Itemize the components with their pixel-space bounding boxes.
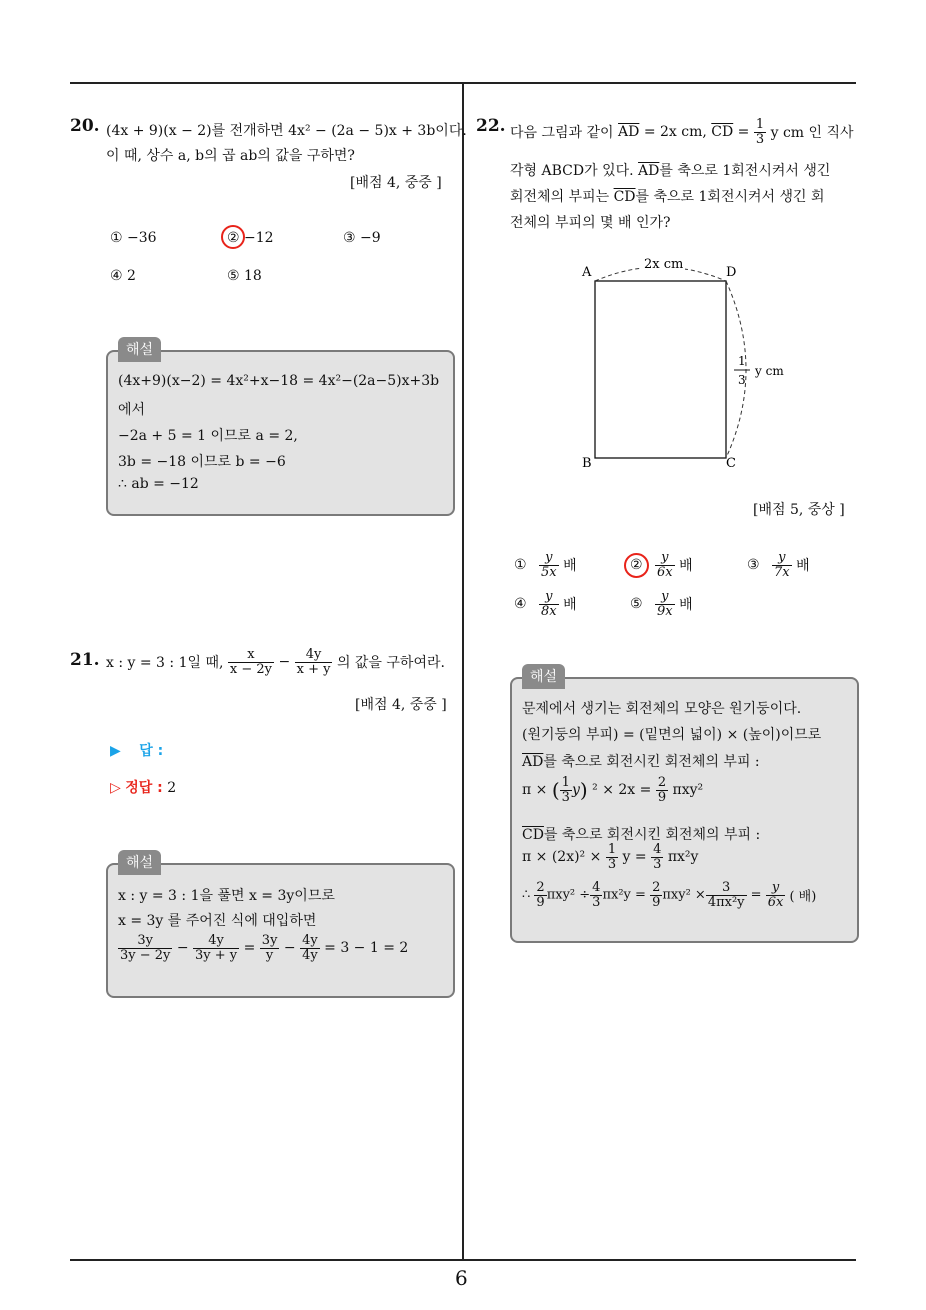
q20-choice-4[interactable]: ④ 2 bbox=[110, 268, 136, 284]
frac-num: 2 bbox=[536, 880, 545, 895]
frac-den: 3 bbox=[561, 789, 570, 805]
q21-prefix: x : y = 3 : 1일 때, bbox=[106, 655, 224, 672]
q21-sol-frac-1 bbox=[118, 934, 172, 962]
sol-text: ( 배) bbox=[789, 889, 817, 905]
q20-solution-line-4: 3b = −18 이므로 b = −6 bbox=[118, 454, 286, 470]
q22-solution-line-6 bbox=[522, 843, 698, 871]
answer-arrow-icon: ▶ bbox=[110, 743, 121, 759]
frac-den: 6x bbox=[657, 564, 673, 580]
segment-ad: $\overline{AD}$ bbox=[522, 754, 544, 770]
frac-num: 2 bbox=[657, 775, 667, 790]
rectangle-abcd bbox=[595, 281, 726, 458]
sol-text: ² × 2x = bbox=[592, 782, 652, 799]
vertex-b-label: B bbox=[582, 456, 592, 471]
q20-solution-line-1: (4x+9)(x−2) = 4x²+x−18 = 4x²−(2a−5)x+3b bbox=[118, 373, 440, 389]
q22-text: = bbox=[737, 124, 750, 141]
frac-den: 3 bbox=[592, 894, 601, 910]
q22-solution-line-4 bbox=[522, 776, 703, 804]
sol-text: πxy² × bbox=[662, 887, 706, 903]
frac-num: 2 bbox=[652, 880, 661, 895]
bottom-rule bbox=[70, 1259, 856, 1261]
frac-den: 9x bbox=[657, 603, 673, 619]
q21-sol-frac-2 bbox=[193, 934, 239, 962]
question-20-number: 20. bbox=[70, 116, 100, 136]
sol-frac-num: 4y bbox=[208, 933, 224, 948]
frac-den: 3 bbox=[755, 131, 765, 147]
frac-den: 7x bbox=[774, 564, 790, 580]
column-divider bbox=[462, 84, 464, 1260]
segment-cd: $\overline{CD}$ bbox=[711, 124, 734, 141]
sol-text: y = bbox=[622, 849, 647, 866]
q21-answer-label: 답 : bbox=[139, 743, 164, 759]
q22-frac-one-third bbox=[754, 118, 766, 146]
q22-text: 다음 그림과 같이 bbox=[510, 125, 614, 142]
sol-text: π × bbox=[522, 782, 548, 799]
sol-tail: = 3 − 1 = 2 bbox=[324, 940, 409, 957]
q21-solution-line-2: x = 3y 를 주어진 식에 대입하면 bbox=[118, 913, 317, 929]
sol-frac bbox=[766, 881, 786, 909]
segment-cd: $\overline{CD}$ bbox=[522, 827, 544, 843]
choice-unit: 배 bbox=[796, 558, 810, 575]
frac-num: 1 bbox=[607, 842, 617, 857]
q22-solution-line-1: 문제에서 생기는 회전체의 모양은 원기둥이다. bbox=[522, 701, 802, 717]
sol-frac bbox=[560, 776, 572, 804]
sol-frac-den: 4y bbox=[302, 947, 318, 963]
frac-num: 3 bbox=[722, 880, 731, 895]
question-20-score: [배점 4, 중중 ] bbox=[350, 175, 442, 191]
q22-choice-5[interactable] bbox=[630, 590, 693, 618]
frac-num: y bbox=[661, 589, 669, 604]
choice-mark: ① bbox=[514, 557, 527, 574]
segment-ad: $\overline{AD}$ bbox=[638, 163, 660, 179]
q20-solution-tag: 해설 bbox=[118, 337, 161, 362]
sol-frac bbox=[706, 881, 747, 909]
q20-selected-circle bbox=[221, 225, 245, 249]
choice-unit: 배 bbox=[563, 597, 577, 614]
q20-choice-5[interactable]: ⑤ 18 bbox=[227, 268, 262, 284]
paren-open: ( bbox=[551, 778, 560, 803]
sol-text: πxy² bbox=[672, 782, 704, 799]
q22-choice-3[interactable] bbox=[747, 551, 810, 579]
q22-text: 각형 ABCD가 있다. bbox=[510, 163, 634, 179]
q21-suffix: 의 값을 구하여라. bbox=[336, 655, 445, 672]
q21-solution-tag: 해설 bbox=[118, 850, 161, 875]
sol-text: y bbox=[571, 782, 580, 799]
question-22-line-4: 전체의 부피의 몇 배 인가? bbox=[510, 215, 671, 231]
q21-solution-line-1: x : y = 3 : 1을 풀면 x = 3y이므로 bbox=[118, 888, 335, 904]
q21-frac1-den: x − 2y bbox=[229, 661, 272, 677]
question-21-prompt bbox=[106, 648, 445, 676]
q22-solution-line-7 bbox=[522, 881, 816, 909]
q21-correct-value: 2 bbox=[167, 780, 177, 796]
q22-text: 를 축으로 1회전시켜서 생긴 회 bbox=[635, 189, 825, 205]
q22-choice-4[interactable] bbox=[514, 590, 577, 618]
frac-num: 1 bbox=[755, 117, 765, 132]
frac-den: 3 bbox=[607, 856, 617, 872]
q21-solution-equation bbox=[118, 934, 408, 962]
paren-close: ) bbox=[579, 778, 588, 803]
q21-answer-row bbox=[110, 740, 163, 760]
question-21-number: 21. bbox=[70, 650, 100, 670]
sol-op: − bbox=[176, 940, 189, 957]
page-number: 6 bbox=[455, 1266, 468, 1290]
top-length-label: 2x cm bbox=[644, 257, 684, 272]
segment-ad: $\overline{AD}$ bbox=[618, 124, 640, 141]
vertex-a-label: A bbox=[582, 265, 592, 280]
choice-frac bbox=[655, 590, 675, 618]
q21-sol-frac-4 bbox=[300, 934, 320, 962]
q22-solution-tag: 해설 bbox=[522, 664, 565, 689]
segment-cd: $\overline{CD}$ bbox=[613, 189, 636, 205]
q22-solution-line-2: (원기둥의 부피) = (밑면의 넓이) × (높이)이므로 bbox=[522, 727, 822, 743]
q22-selected-circle bbox=[624, 553, 649, 578]
sol-text: πx²y bbox=[667, 849, 699, 866]
choice-frac bbox=[772, 551, 792, 579]
choice-unit: 배 bbox=[679, 558, 693, 575]
sol-frac bbox=[656, 776, 668, 804]
choice-mark: ② bbox=[630, 557, 643, 574]
q22-text: y cm 인 직사 bbox=[770, 125, 854, 142]
frac-den: 8x bbox=[541, 603, 557, 619]
side-length-unit: y cm bbox=[755, 364, 784, 378]
q21-correct-label: 정답 : bbox=[125, 780, 163, 796]
frac-num: y bbox=[771, 880, 780, 895]
q22-solution-line-5 bbox=[522, 824, 760, 844]
sol-text: 를 축으로 회전시킨 회전체의 부피 : bbox=[543, 754, 760, 770]
sol-frac bbox=[534, 881, 546, 909]
q20-solution-line-2: 에서 bbox=[118, 402, 146, 418]
q21-fraction-2 bbox=[295, 648, 333, 676]
choice-frac bbox=[539, 551, 559, 579]
q22-text: 를 축으로 1회전시켜서 생긴 bbox=[659, 163, 831, 179]
sol-frac bbox=[590, 881, 602, 909]
q21-solution-box bbox=[106, 863, 455, 998]
sol-text: π × (2x)² × bbox=[522, 849, 602, 866]
q20-solution-line-3: −2a + 5 = 1 이므로 a = 2, bbox=[118, 428, 298, 444]
q22-text: = 2x cm, bbox=[643, 124, 707, 141]
sol-frac-num: 4y bbox=[302, 933, 318, 948]
sol-text: πx²y = bbox=[602, 887, 646, 903]
sol-text: = bbox=[750, 887, 762, 903]
frac-num: y bbox=[661, 550, 669, 565]
q22-solution-line-3 bbox=[522, 751, 760, 771]
choice-mark: ⑤ bbox=[630, 596, 643, 613]
therefore-icon: ∴ bbox=[522, 887, 531, 903]
side-frac-num: 1 bbox=[738, 354, 746, 368]
frac-den: 4πx²y bbox=[707, 894, 745, 910]
choice-mark: ③ bbox=[747, 557, 760, 574]
q22-choice-1[interactable] bbox=[514, 551, 577, 579]
frac-den: 9 bbox=[652, 894, 661, 910]
q21-correct-row bbox=[110, 777, 176, 797]
correct-arrow-icon: ▷ bbox=[110, 780, 121, 796]
q20-choice-3[interactable]: ③ −9 bbox=[343, 230, 381, 246]
frac-num: y bbox=[545, 589, 553, 604]
sol-text: πxy² ÷ bbox=[546, 887, 591, 903]
frac-num: 4 bbox=[592, 880, 601, 895]
sol-frac-den: y bbox=[260, 948, 280, 963]
q20-solution-line-5: ∴ ab = −12 bbox=[118, 476, 199, 492]
frac-num: y bbox=[545, 550, 553, 565]
frac-den: 9 bbox=[536, 894, 545, 910]
frac-den: 6x bbox=[767, 894, 784, 910]
q22-text: 회전체의 부피는 bbox=[510, 189, 610, 205]
frac-den: 5x bbox=[541, 564, 557, 580]
q20-choice-1[interactable]: ① −36 bbox=[110, 230, 157, 246]
choice-unit: 배 bbox=[563, 558, 577, 575]
frac-num: y bbox=[778, 550, 786, 565]
sol-text: 를 축으로 회전시킨 회전체의 부피 : bbox=[543, 827, 761, 843]
sol-frac bbox=[650, 881, 662, 909]
frac-den: 3 bbox=[653, 856, 662, 872]
question-22-score: [배점 5, 중상 ] bbox=[753, 502, 845, 518]
vertex-d-label: D bbox=[726, 265, 737, 280]
sol-frac-num: 3y bbox=[261, 933, 278, 948]
sol-frac-num: 3y bbox=[137, 933, 153, 948]
question-21-score: [배점 4, 중중 ] bbox=[355, 697, 447, 713]
q21-frac2-num: 4y bbox=[305, 647, 322, 662]
question-22-number: 22. bbox=[476, 116, 506, 136]
q21-fraction-1 bbox=[228, 648, 274, 676]
q21-sol-frac-3 bbox=[260, 934, 280, 962]
choice-unit: 배 bbox=[679, 597, 693, 614]
question-20-line-2: 이 때, 상수 a, b의 곱 ab의 값을 구하면? bbox=[106, 148, 355, 164]
rectangle-abcd-figure bbox=[578, 255, 818, 475]
q21-frac1-num: x bbox=[247, 647, 255, 662]
frac-num: 4 bbox=[653, 842, 662, 857]
choice-mark: ④ bbox=[514, 596, 527, 613]
sol-frac-den: 3y − 2y bbox=[120, 947, 171, 963]
sol-op: − bbox=[283, 940, 296, 957]
choice-frac bbox=[539, 590, 559, 618]
sol-frac bbox=[651, 843, 663, 871]
question-22-line-3 bbox=[510, 186, 825, 206]
question-20-line-1: (4x + 9)(x − 2)를 전개하면 4x² − (2a − 5)x + 3b이다. bbox=[106, 123, 467, 139]
frac-den: 9 bbox=[657, 789, 667, 805]
vertex-c-label: C bbox=[726, 456, 736, 471]
question-22-line-2 bbox=[510, 160, 830, 180]
frac-num: 1 bbox=[561, 775, 570, 790]
sol-frac-den: 3y + y bbox=[195, 947, 238, 963]
side-frac-den: 3 bbox=[738, 373, 746, 387]
choice-frac bbox=[655, 551, 675, 579]
sol-op: = bbox=[243, 940, 256, 957]
sol-frac bbox=[606, 843, 618, 871]
q21-frac2-den: x + y bbox=[296, 661, 331, 677]
question-22-line-1 bbox=[510, 118, 854, 146]
q21-minus: − bbox=[278, 654, 291, 671]
q20-choice-2[interactable]: ② −12 bbox=[227, 230, 274, 246]
